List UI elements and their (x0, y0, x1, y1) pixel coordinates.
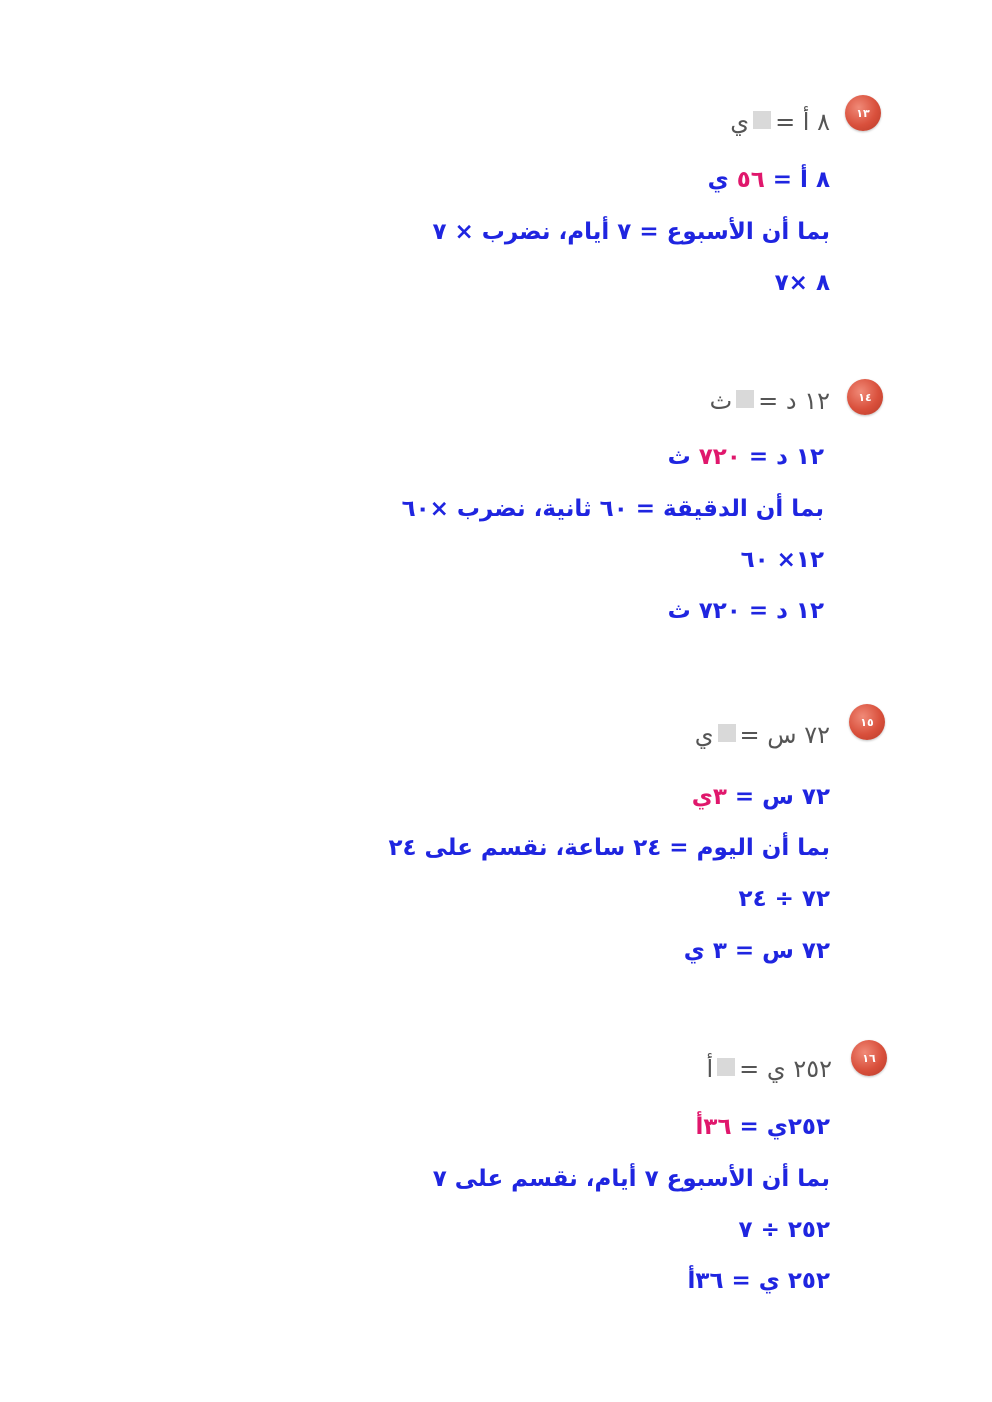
answer-value: ٥٦ (736, 167, 765, 193)
problem-number-badge: ١٦ (851, 1040, 887, 1076)
blank-answer-box (736, 390, 754, 408)
solution-line (741, 543, 824, 577)
solution-text: ١٢ د = (740, 444, 824, 470)
solution-line (402, 492, 824, 526)
solution-text: ٨ ×٧ (774, 270, 830, 296)
blank-answer-box (753, 111, 771, 129)
question-left-side: ٨ أ = (775, 108, 830, 136)
solution-text: ٧٢ س = (726, 784, 830, 810)
solution-line (692, 780, 830, 814)
solution-line (668, 440, 824, 474)
solution-text: ١٢ د = ٧٢٠ ث (667, 598, 824, 624)
solution-text: ١٢× ٦٠ (740, 547, 824, 573)
answer-value: ٧٢٠ (698, 444, 741, 470)
problem-number-badge: ١٣ (845, 95, 881, 131)
solution-text: ٧٢ ÷ ٢٤ (738, 886, 830, 912)
solution-text: ي (707, 167, 737, 193)
question-left-side: ١٢ د = (758, 387, 830, 415)
question-line (707, 1052, 833, 1086)
question-unit: أ (706, 1055, 714, 1083)
blank-answer-box (718, 724, 736, 742)
question-line (695, 718, 830, 752)
question-unit: ي (694, 721, 714, 749)
solution-text: بما أن الأسبوع = ٧ أيام، نضرب × ٧ (432, 219, 830, 245)
question-unit: ث (709, 387, 733, 415)
answer-value: ٣٦أ (695, 1114, 732, 1140)
question-left-side: ٢٥٢ ي = (739, 1055, 832, 1083)
solution-line (668, 594, 824, 628)
question-line (730, 105, 830, 139)
solution-text: ٨ أ = (764, 167, 830, 193)
solution-line (739, 1213, 830, 1247)
solution-text: ٢٥٢ ÷ ٧ (738, 1217, 830, 1243)
solution-line (739, 882, 830, 916)
solution-line (708, 163, 830, 197)
solution-text: بما أن اليوم = ٢٤ ساعة، نقسم على ٢٤ (388, 835, 830, 861)
solution-line (684, 934, 830, 968)
solution-line (433, 1162, 830, 1196)
solution-text: بما أن الدقيقة = ٦٠ ثانية، نضرب ×٦٠ (401, 496, 824, 522)
question-left-side: ٧٢ س = (739, 721, 830, 749)
question-unit: ي (730, 108, 750, 136)
problem-number-badge: ١٥ (849, 704, 885, 740)
solution-line (775, 266, 830, 300)
answer-value: ٣ي (691, 784, 727, 810)
solution-text: ٢٥٢ي = (731, 1114, 830, 1140)
solution-text: ٧٢ س = ٣ ي (683, 938, 830, 964)
solution-text: ٢٥٢ ي = ٣٦أ (687, 1268, 830, 1294)
solution-line (696, 1110, 830, 1144)
question-line (710, 384, 830, 418)
solution-line (432, 215, 830, 249)
problem-number-badge: ١٤ (847, 379, 883, 415)
solution-line (688, 1264, 830, 1298)
blank-answer-box (717, 1058, 735, 1076)
solution-line (388, 831, 830, 865)
solution-text: ث (667, 444, 699, 470)
solution-text: بما أن الأسبوع ٧ أيام، نقسم على ٧ (432, 1166, 830, 1192)
